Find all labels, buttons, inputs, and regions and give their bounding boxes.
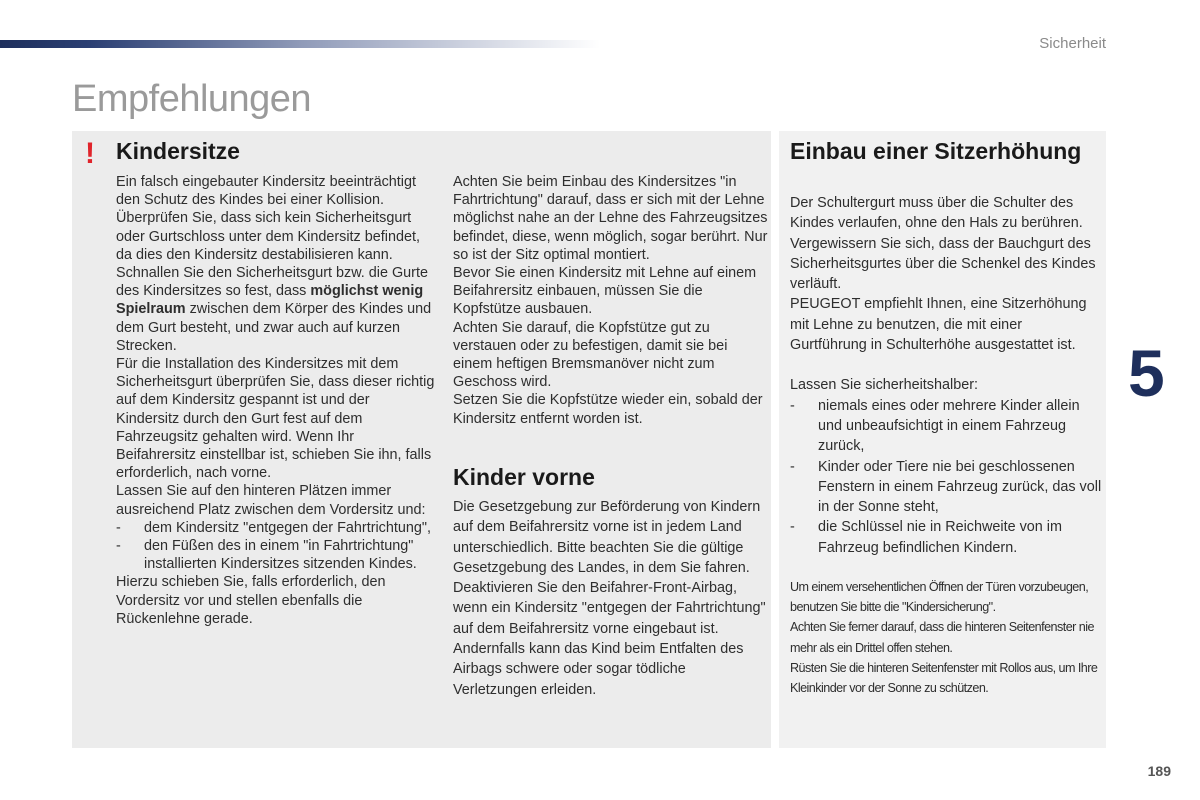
paragraph: Bevor Sie einen Kindersitz mit Lehne auf einem Beifahrersitz einbauen, müssen Sie die Kopfstütze ausbauen.	[453, 265, 757, 318]
paragraph: Der Schultergurt muss über die Schulter des Kindes verlaufen, ohne den Hals zu berühren.	[790, 195, 1083, 232]
list-item	[790, 457, 1102, 518]
list-item	[116, 537, 436, 573]
sitzerhoehung-notes	[790, 577, 1106, 698]
paragraph: Achten Sie ferner darauf, dass die hinteren Seitenfenster nie mehr als ein Drittel offen stehen.	[790, 620, 1094, 655]
list-dash: -	[116, 538, 121, 555]
paragraph: Um einem versehentlichen Öffnen der Türen vorzubeugen, benutzen Sie bitte die "Kindersicherung".	[790, 580, 1089, 615]
heading-kinder-vorne: Kinder vorne	[453, 464, 595, 490]
heading-kindersitze: Kindersitze	[116, 138, 240, 164]
header-gradient-bar	[0, 40, 600, 48]
paragraph: Setzen Sie die Kopfstütze wieder ein, sobald der Kindersitz entfernt worden ist.	[453, 392, 763, 427]
list-item	[790, 396, 1102, 457]
page-title: Empfehlungen	[72, 78, 312, 120]
paragraph: Für die Installation des Kindersitzes mit dem Sicherheitsgurt überprüfen Sie, dass dieser richtig auf dem Kindersitz gespannt ist und der Kindersitz durch den Gurt fest auf dem Fahrzeugsitz gehalten wird. Wenn Ihr Beifahrersitz einstellbar ist, schieben Sie ihn, falls erforderlich, nach vorne.	[116, 356, 435, 482]
paragraph: Deaktivieren Sie den Beifahrer-Front-Airbag, wenn ein Kindersitz "entgegen der Fahrtrichtung" auf dem Beifahrersitz vorne eingebaut ist. Andernfalls kann das Kind beim Entfalten des Airbags schwere oder sogar tödliche Verletzungen erleiden.	[453, 580, 766, 698]
list-item	[116, 519, 436, 537]
list-dash: -	[790, 397, 795, 414]
paragraph: Überprüfen Sie, dass sich kein Sicherheitsgurt oder Gurtschloss unter dem Kindersitz befindet, da dies den Kindersitz destabilisieren kann.	[116, 210, 420, 263]
bold-text: möglichst wenig Spielraum	[116, 283, 424, 318]
text-span: Schnallen Sie den Sicherheitsgurt bzw. die Gurte des Kindersitzes so fest, dass	[116, 265, 428, 300]
paragraph: Hierzu schieben Sie, falls erforderlich, den Vordersitz vor und stellen ebenfalls die Rückenlehne gerade.	[116, 574, 386, 627]
list-dash: -	[790, 458, 795, 475]
paragraph: Vergewissern Sie sich, dass der Bauchgurt des Sicherheitsgurtes über die Schenkel des Kindes verläuft.	[790, 235, 1096, 293]
chapter-number: 5	[1128, 336, 1165, 410]
paragraph	[116, 264, 436, 355]
kindersitze-column-2	[453, 173, 769, 428]
paragraph: Die Gesetzgebung zur Beförderung von Kindern auf dem Beifahrersitz vorne ist in jedem Land unterschiedlich. Bitte beachten Sie die gültige Gesetzgebung des Landes, in dem Sie fahren.	[453, 499, 761, 576]
list-item-text: die Schlüssel nie in Reichweite von im Fahrzeug befindlichen Kindern.	[818, 519, 1062, 556]
paragraph: Lassen Sie auf den hinteren Plätzen immer ausreichend Platz zwischen dem Vordersitz und:	[116, 483, 426, 518]
list-dash: -	[116, 519, 121, 536]
kinder-vorne-text	[453, 497, 769, 700]
heading-sitzerhoehung: Einbau einer Sitzerhöhung	[790, 138, 1082, 164]
paragraph: Lassen Sie sicherheitshalber:	[790, 377, 978, 394]
list-dash: -	[790, 519, 795, 536]
section-label: Sicherheit	[1039, 35, 1106, 52]
list-item-text: niemals eines oder mehrere Kinder allein und unbeaufsichtigt in einem Fahrzeug zurück,	[818, 397, 1080, 455]
list-item-text: den Füßen des in einem "in Fahrtrichtung" installierten Kindersitzes sitzenden Kindes.	[144, 538, 417, 573]
paragraph: PEUGEOT empfiehlt Ihnen, eine Sitzerhöhung mit Lehne zu benutzen, die mit einer Gurtführung in Schulterhöhe ausgestattet ist.	[790, 296, 1087, 354]
paragraph: Achten Sie beim Einbau des Kindersitzes "in Fahrtrichtung" darauf, dass er sich mit der Lehne möglichst nahe an der Lehne des Fahrzeugsitzes befindet, diese, wenn möglich, sogar berührt. Nur so ist der Sitz optimal montiert.	[453, 174, 768, 263]
paragraph: Achten Sie darauf, die Kopfstütze gut zu verstauen oder zu befestigen, damit sie bei einem heftigen Bremsmanöver nicht zum Geschoss wird.	[453, 319, 728, 391]
list-item	[790, 517, 1102, 558]
list-item-text: Kinder oder Tiere nie bei geschlossenen Fenstern in einem Fahrzeug zurück, das voll in der Sonne steht,	[818, 458, 1102, 516]
sitzerhoehung-text	[790, 193, 1102, 558]
page-number: 189	[1147, 763, 1171, 779]
exclamation-mark-icon: !	[85, 137, 95, 170]
text-span: zwischen dem Körper des Kindes und dem Gurt besteht, und zwar auch auf kurzen Strecken.	[116, 301, 432, 354]
paragraph: Ein falsch eingebauter Kindersitz beeinträchtigt den Schutz des Kindes bei einer Kollision.	[116, 174, 416, 209]
paragraph: Rüsten Sie die hinteren Seitenfenster mit Rollos aus, um Ihre Kleinkinder vor der Sonne zu schützen.	[790, 660, 1098, 696]
kindersitze-column-1	[116, 173, 436, 628]
list-item-text: dem Kindersitz "entgegen der Fahrtrichtung",	[144, 519, 431, 536]
